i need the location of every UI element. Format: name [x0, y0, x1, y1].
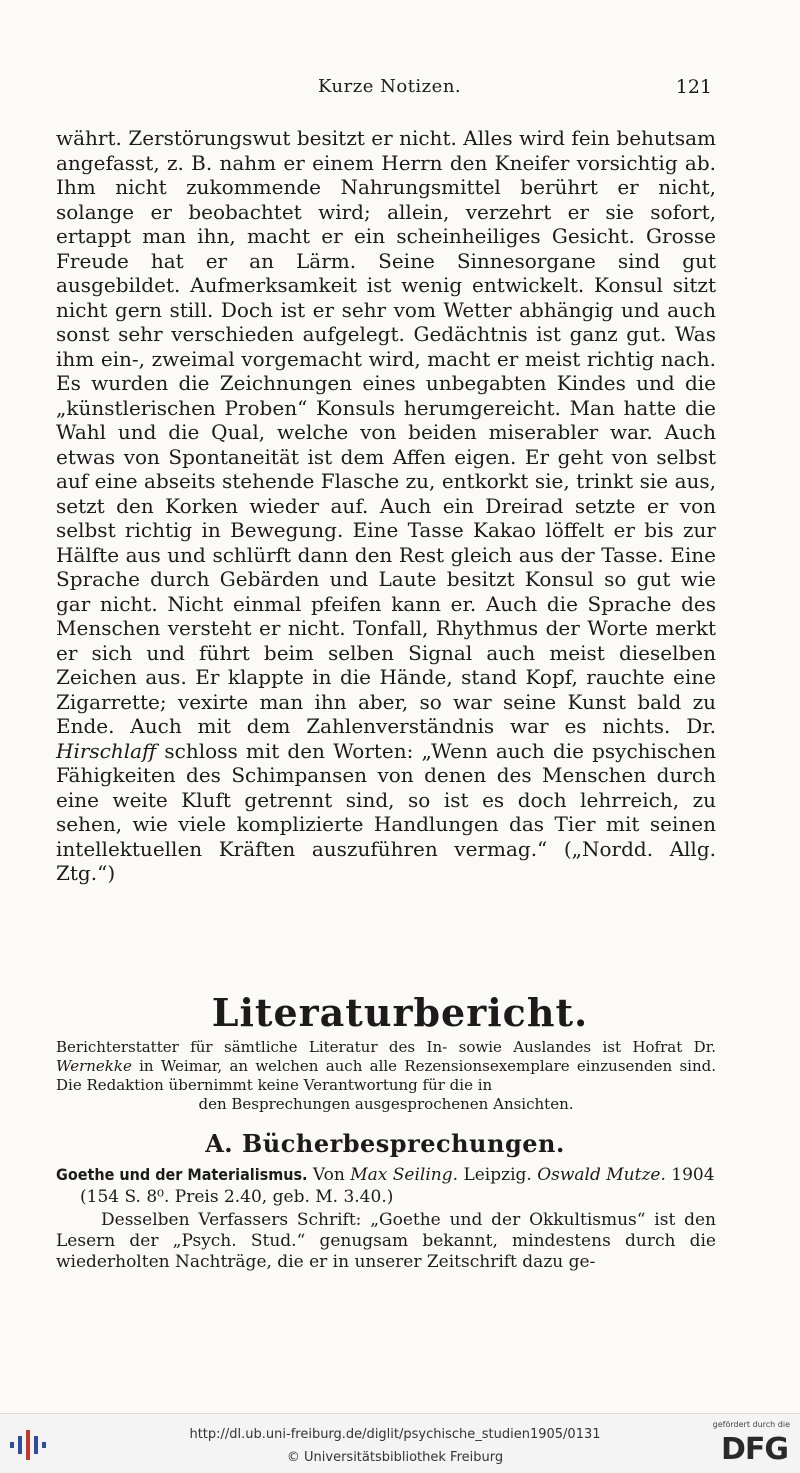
review-by: Von	[312, 1165, 345, 1185]
review-body: Desselben Verfassers Schrift: „Goethe und der Okkultismus“ ist den Lesern der „Psych. Stud.“ genugsam bekannt, mindestens durch die wiederholten Nachträge, die er in unserer Zeitschrift dazu ge-	[56, 1210, 716, 1272]
dfg-logo: DFG	[720, 1432, 788, 1467]
body-text-part-1: währt. Zerstörungswut besitzt er nicht. Alles wird fein behutsam angefasst, z. B. nahm er einem Herrn den Kneifer vorsichtig ab. Ihm nicht zukommende Nahrungsmittel berührt er nicht, solange er beobachtet wird; allein, verzehrt er sie sofort, ertappt man ihn, macht er ein scheinheiliges Gesicht. Grosse Freude hat er an Lärm. Seine Sinnesorgane sind gut ausgebildet. Aufmerksamkeit ist wenig entwickelt. Konsul sitzt nicht gern still. Doch ist er sehr vom Wetter abhängig und auch sonst sehr verschieden aufgelegt. Gedächtnis ist ganz gut. Was ihm ein-, zweimal vorgemacht wird, macht er meist richtig nach. Es wurden die Zeichnungen eines unbegabten Kindes und die „künstlerischen Proben“ Konsuls herumgereicht. Man hatte die Wahl und die Qual, welche von beiden miserabler war. Auch etwas von Spontaneität ist dem Affen eigen. Er geht von selbst auf eine abseits stehende Flasche zu, entkorkt sie, trinkt sie aus, setzt den Korken wieder auf. Auch ein Dreirad setzte er von selbst richtig in Bewegung. Eine Tasse Kakao löffelt er bis zur Hälfte aus und schlürft dann den Rest gleich aus der Tasse. Eine Sprache durch Gebärden und Laute besitzt Konsul so gut wie gar nicht. Nicht einmal pfeifen kann er. Auch die Sprache des Menschen versteht er nicht. Tonfall, Rhythmus der Worte merkt er sich und führt beim selben Signal auch meist dieselben Zeichen aus. Er klappte in die Hände, stand Kopf, rauchte eine Zigarrette; vexirte man ihn aber, so war seine Kunst bald zu Ende. Auch mit dem Zahlenverständnis war es nichts. Dr.	[56, 126, 716, 738]
review-details: 1904 (154 S. 8⁰. Preis 2.40, geb. M. 3.40.)	[80, 1165, 715, 1207]
page-header	[56, 76, 716, 104]
review-citation	[56, 1164, 740, 1208]
person-name: Hirschlaff	[56, 738, 157, 763]
section-intro	[56, 1038, 716, 1114]
page-number: 121	[675, 76, 712, 98]
editor-name: Wernekke	[56, 1057, 132, 1075]
funding-note: gefördert durch die	[712, 1420, 790, 1429]
body-paragraph	[56, 126, 716, 886]
viewer-footer	[0, 1413, 800, 1473]
running-title: Kurze Notizen.	[318, 76, 462, 97]
review-book-title: Goethe und der Materialismus.	[56, 1165, 308, 1184]
body-text-part-2: schloss mit den Worten: „Wenn auch die psychischen Fähigkeiten des Schimpansen von denen des Menschen durch eine weite Kluft getrennt sind, so ist es doch lehrreich, zu sehen, wie viele komplizierte Handlungen das Tier mit seinen intellektuellen Kräften auszuführen vermag.“ („Nordd. Allg. Ztg.“)	[56, 738, 716, 885]
permalink-url[interactable]: http://dl.ub.uni-freiburg.de/diglit/psychische_studien1905/0131	[189, 1427, 601, 1442]
copyright-notice: © Universitätsbibliothek Freiburg	[286, 1450, 504, 1465]
intro-text-part-1: Berichterstatter für sämtliche Literatur des In- sowie Auslandes ist Hofrat Dr.	[56, 1038, 716, 1056]
intro-text-last-line: den Besprechungen ausgesprochenen Ansichten.	[198, 1095, 574, 1113]
subsection-heading: A. Bücherbesprechungen.	[205, 1129, 565, 1158]
section-heading: Literaturbericht.	[211, 990, 589, 1035]
review-publisher: Oswald Mutze.	[537, 1165, 666, 1185]
review-place: Leipzig.	[463, 1165, 532, 1185]
review-author: Max Seiling.	[350, 1165, 459, 1185]
intro-text-part-2: in Weimar, an welchen auch alle Rezensionsexemplare einzusenden sind. Die Redaktion übernimmt keine Verantwortung für die in	[56, 1057, 716, 1094]
